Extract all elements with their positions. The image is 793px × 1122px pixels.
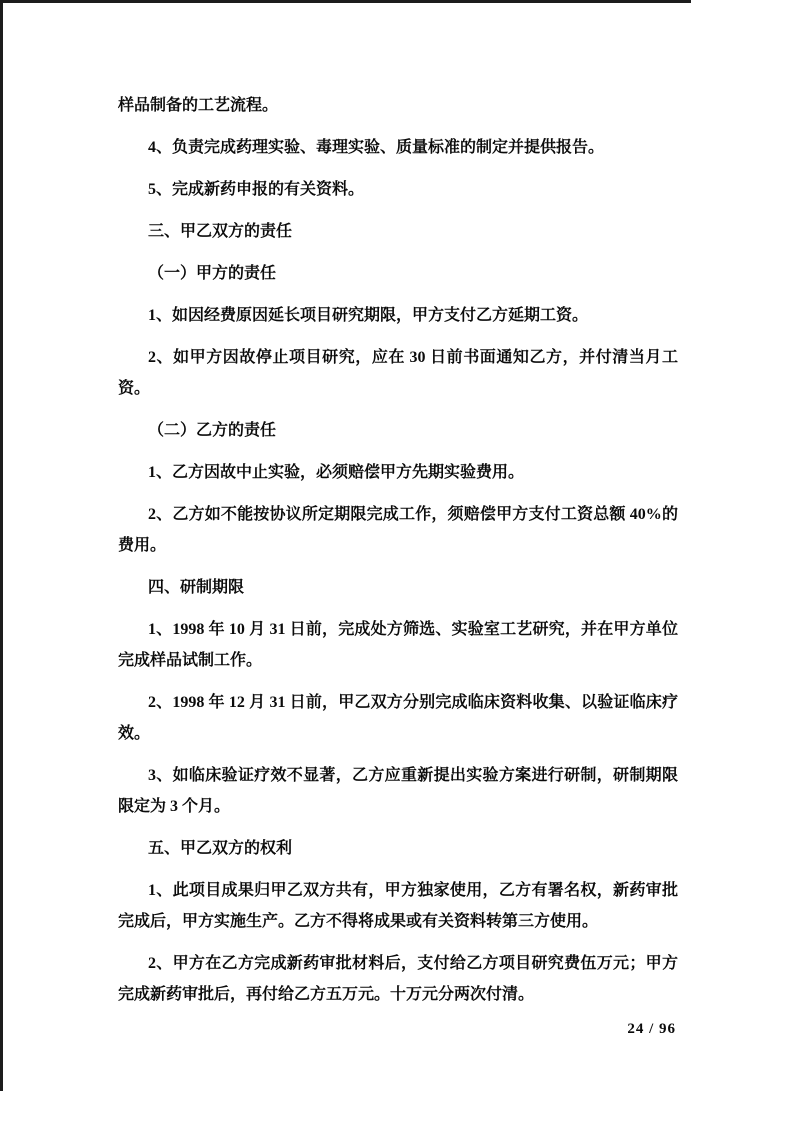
paragraph xyxy=(118,132,678,163)
paragraph xyxy=(118,216,678,247)
paragraph xyxy=(118,342,678,404)
paragraph xyxy=(118,90,678,121)
paragraph xyxy=(118,300,678,331)
text-line: 费用。 xyxy=(118,537,167,554)
paragraph xyxy=(118,760,678,822)
text-line: 限定为 3 个月。 xyxy=(118,798,231,815)
text-line: 五、甲乙双方的权利 xyxy=(148,840,293,857)
scan-border-left-line xyxy=(0,0,3,1091)
paragraph xyxy=(118,499,678,561)
text-line: 2、如甲方因故停止项目研究，应在 30 日前书面通知乙方，并付清当月工 xyxy=(148,349,678,366)
text-line: 1、如因经费原因延长项目研究期限，甲方支付乙方延期工资。 xyxy=(148,307,589,324)
text-line: 1、1998 年 10 月 31 日前，完成处方筛选、实验室工艺研究，并在甲方单位 xyxy=(148,621,678,638)
paragraph xyxy=(118,948,678,1010)
paragraph xyxy=(118,614,678,676)
page-number: 24 / 96 xyxy=(627,1021,676,1037)
paragraph xyxy=(118,833,678,864)
paragraph xyxy=(118,457,678,488)
text-line: （二）乙方的责任 xyxy=(148,422,277,439)
paragraph xyxy=(118,174,678,205)
text-line: 四、研制期限 xyxy=(148,579,245,596)
text-line: 2、甲方在乙方完成新药审批材料后，支付给乙方项目研究费伍万元；甲方 xyxy=(148,955,678,972)
text-line: 效。 xyxy=(118,725,151,742)
text-line: （一）甲方的责任 xyxy=(148,265,277,282)
paragraph xyxy=(118,572,678,603)
text-line: 资。 xyxy=(118,380,151,397)
text-line: 2、乙方如不能按协议所定期限完成工作，须赔偿甲方支付工资总额 40%的 xyxy=(148,506,678,523)
text-line: 完成后，甲方实施生产。乙方不得将成果或有关资料转第三方使用。 xyxy=(118,913,599,930)
text-line: 2、1998 年 12 月 31 日前，甲乙双方分别完成临床资料收集、以验证临床疗 xyxy=(148,694,678,711)
text-line: 4、负责完成药理实验、毒理实验、质量标准的制定并提供报告。 xyxy=(148,139,605,156)
paragraph xyxy=(118,687,678,749)
text-line: 三、甲乙双方的责任 xyxy=(148,223,293,240)
text-line: 完成样品试制工作。 xyxy=(118,652,263,669)
document-body xyxy=(118,90,678,1021)
paragraph xyxy=(118,258,678,289)
paragraph xyxy=(118,875,678,937)
text-line: 1、乙方因故中止实验，必须赔偿甲方先期实验费用。 xyxy=(148,464,525,481)
scan-border-top-line xyxy=(0,0,691,3)
text-line: 1、此项目成果归甲乙双方共有，甲方独家使用，乙方有署名权，新药审批 xyxy=(148,882,678,899)
paragraph xyxy=(118,415,678,446)
text-line: 5、完成新药申报的有关资料。 xyxy=(148,181,365,198)
text-line: 完成新药审批后，再付给乙方五万元。十万元分两次付清。 xyxy=(118,986,535,1003)
text-line: 样品制备的工艺流程。 xyxy=(118,97,279,114)
text-line: 3、如临床验证疗效不显著，乙方应重新提出实验方案进行研制，研制期限 xyxy=(148,767,678,784)
